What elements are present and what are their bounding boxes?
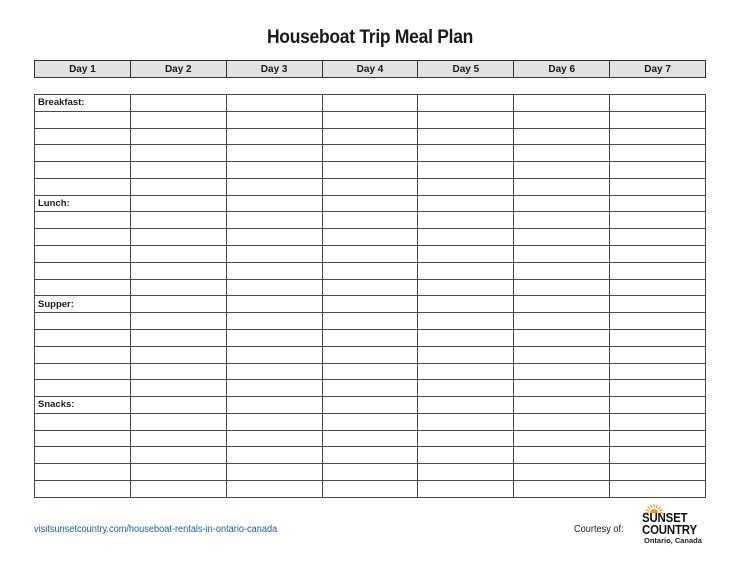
meal-cell[interactable] [418, 212, 514, 229]
meal-cell[interactable] [418, 178, 514, 195]
meal-cell[interactable] [35, 128, 131, 145]
meal-cell[interactable] [418, 480, 514, 497]
meal-cell[interactable] [514, 178, 610, 195]
meal-label-lunch: Lunch: [35, 195, 131, 212]
meal-cell[interactable] [130, 162, 226, 179]
meal-cell[interactable] [322, 296, 418, 313]
meal-cell[interactable] [226, 128, 322, 145]
meal-cell[interactable] [226, 346, 322, 363]
meal-cell[interactable] [610, 95, 706, 112]
meal-cell[interactable] [610, 430, 706, 447]
meal-cell[interactable] [418, 262, 514, 279]
meal-cell[interactable] [35, 178, 131, 195]
meal-cell[interactable] [610, 464, 706, 481]
table-row [35, 329, 706, 346]
logo-text-country: COUNTRY [642, 522, 697, 537]
sunset-country-logo [640, 500, 704, 546]
meal-cell[interactable] [418, 413, 514, 430]
meal-cell[interactable] [226, 380, 322, 397]
meal-cell[interactable] [514, 380, 610, 397]
meal-cell[interactable] [35, 413, 131, 430]
meal-cell[interactable] [322, 229, 418, 246]
meal-cell[interactable] [514, 313, 610, 330]
meal-cell[interactable] [130, 447, 226, 464]
meal-cell[interactable] [322, 95, 418, 112]
meal-cell[interactable] [226, 313, 322, 330]
meal-cell[interactable] [226, 279, 322, 296]
page-title: Houseboat Trip Meal Plan [266, 27, 474, 48]
meal-cell[interactable] [322, 128, 418, 145]
table-row [35, 430, 706, 447]
meal-cell[interactable] [226, 329, 322, 346]
day-header-row [34, 60, 706, 78]
meal-cell[interactable] [35, 464, 131, 481]
meal-cell[interactable] [130, 363, 226, 380]
courtesy-label: Courtesy of: [574, 524, 624, 535]
meal-cell[interactable] [514, 397, 610, 414]
meal-cell[interactable] [35, 480, 131, 497]
table-row [35, 413, 706, 430]
meal-cell[interactable] [610, 279, 706, 296]
meal-cell[interactable] [514, 111, 610, 128]
meal-cell[interactable] [226, 296, 322, 313]
meal-cell[interactable] [130, 279, 226, 296]
meal-cell[interactable] [35, 363, 131, 380]
day-header-6: Day 6 [514, 61, 610, 77]
meal-cell[interactable] [226, 262, 322, 279]
meal-cell[interactable] [418, 195, 514, 212]
table-row [35, 128, 706, 145]
meal-cell[interactable] [226, 464, 322, 481]
meal-cell[interactable] [322, 329, 418, 346]
table-row [35, 447, 706, 464]
meal-cell[interactable] [35, 212, 131, 229]
meal-cell[interactable] [130, 380, 226, 397]
table-row [35, 145, 706, 162]
meal-cell[interactable] [322, 145, 418, 162]
day-header-5: Day 5 [418, 61, 514, 77]
meal-cell[interactable] [514, 480, 610, 497]
meal-cell[interactable] [610, 296, 706, 313]
meal-cell[interactable] [514, 262, 610, 279]
meal-cell[interactable] [226, 111, 322, 128]
meal-cell[interactable] [35, 246, 131, 263]
meal-cell[interactable] [35, 329, 131, 346]
meal-cell[interactable] [130, 397, 226, 414]
meal-cell[interactable] [610, 380, 706, 397]
meal-cell[interactable] [35, 111, 131, 128]
meal-cell[interactable] [35, 447, 131, 464]
meal-cell[interactable] [514, 279, 610, 296]
meal-cell[interactable] [418, 464, 514, 481]
meal-cell[interactable] [130, 329, 226, 346]
meal-cell[interactable] [226, 397, 322, 414]
meal-cell[interactable] [418, 430, 514, 447]
table-row [35, 296, 706, 313]
table-row [35, 346, 706, 363]
meal-cell[interactable] [322, 346, 418, 363]
meal-cell[interactable] [130, 178, 226, 195]
meal-cell[interactable] [610, 363, 706, 380]
table-row [35, 246, 706, 263]
meal-cell[interactable] [130, 296, 226, 313]
meal-cell[interactable] [130, 480, 226, 497]
meal-cell[interactable] [514, 346, 610, 363]
meal-cell[interactable] [130, 346, 226, 363]
meal-cell[interactable] [418, 329, 514, 346]
meal-cell[interactable] [514, 447, 610, 464]
meal-cell[interactable] [610, 329, 706, 346]
meal-cell[interactable] [130, 212, 226, 229]
meal-cell[interactable] [514, 162, 610, 179]
meal-cell[interactable] [130, 128, 226, 145]
meal-cell[interactable] [418, 111, 514, 128]
meal-cell[interactable] [514, 145, 610, 162]
meal-cell[interactable] [514, 246, 610, 263]
table-row [35, 212, 706, 229]
meal-cell[interactable] [610, 111, 706, 128]
meal-cell[interactable] [610, 128, 706, 145]
meal-cell[interactable] [418, 279, 514, 296]
meal-cell[interactable] [610, 262, 706, 279]
meal-cell[interactable] [226, 447, 322, 464]
meal-cell[interactable] [35, 162, 131, 179]
meal-cell[interactable] [322, 363, 418, 380]
meal-cell[interactable] [514, 430, 610, 447]
meal-cell[interactable] [514, 95, 610, 112]
meal-label-supper: Supper: [35, 296, 131, 313]
table-row [35, 313, 706, 330]
meal-cell[interactable] [514, 128, 610, 145]
meal-label-breakfast: Breakfast: [35, 95, 131, 112]
meal-cell[interactable] [322, 195, 418, 212]
meal-cell[interactable] [322, 464, 418, 481]
meal-cell[interactable] [322, 380, 418, 397]
meal-cell[interactable] [514, 329, 610, 346]
meal-cell[interactable] [130, 464, 226, 481]
meal-cell[interactable] [610, 346, 706, 363]
meal-cell[interactable] [610, 313, 706, 330]
meal-cell[interactable] [130, 111, 226, 128]
table-row [35, 229, 706, 246]
meal-cell[interactable] [418, 380, 514, 397]
meal-cell[interactable] [226, 212, 322, 229]
meal-cell[interactable] [322, 313, 418, 330]
meal-cell[interactable] [35, 145, 131, 162]
meal-cell[interactable] [322, 430, 418, 447]
meal-label-snacks: Snacks: [35, 397, 131, 414]
meal-cell[interactable] [418, 162, 514, 179]
meal-cell[interactable] [418, 145, 514, 162]
meal-cell[interactable] [322, 480, 418, 497]
meal-cell[interactable] [514, 363, 610, 380]
meal-plan-table [34, 94, 706, 498]
meal-cell[interactable] [418, 346, 514, 363]
day-header-2: Day 2 [131, 61, 227, 77]
meal-cell[interactable] [35, 229, 131, 246]
meal-cell[interactable] [226, 246, 322, 263]
meal-cell[interactable] [610, 246, 706, 263]
meal-cell[interactable] [322, 397, 418, 414]
website-link[interactable]: visitsunsetcountry.com/houseboat-rentals-in-ontario-canada [34, 524, 278, 535]
meal-cell[interactable] [418, 229, 514, 246]
meal-cell[interactable] [35, 279, 131, 296]
meal-cell[interactable] [130, 313, 226, 330]
meal-cell[interactable] [130, 195, 226, 212]
meal-cell[interactable] [130, 95, 226, 112]
meal-cell[interactable] [322, 413, 418, 430]
meal-cell[interactable] [418, 363, 514, 380]
table-row [35, 111, 706, 128]
meal-cell[interactable] [610, 162, 706, 179]
meal-cell[interactable] [226, 480, 322, 497]
meal-cell[interactable] [130, 430, 226, 447]
meal-cell[interactable] [514, 195, 610, 212]
meal-cell[interactable] [322, 262, 418, 279]
meal-cell[interactable] [35, 313, 131, 330]
meal-cell[interactable] [226, 413, 322, 430]
meal-cell[interactable] [514, 212, 610, 229]
table-row [35, 380, 706, 397]
meal-cell[interactable] [514, 413, 610, 430]
table-row [35, 262, 706, 279]
day-header-7: Day 7 [644, 63, 671, 75]
meal-cell[interactable] [322, 246, 418, 263]
meal-cell[interactable] [226, 178, 322, 195]
meal-cell[interactable] [322, 279, 418, 296]
meal-cell[interactable] [226, 229, 322, 246]
meal-cell[interactable] [322, 178, 418, 195]
meal-cell[interactable] [322, 162, 418, 179]
meal-cell[interactable] [610, 413, 706, 430]
table-row [35, 195, 706, 212]
meal-cell[interactable] [226, 95, 322, 112]
meal-cell[interactable] [610, 178, 706, 195]
meal-cell[interactable] [130, 229, 226, 246]
table-row [35, 95, 706, 112]
meal-cell[interactable] [610, 212, 706, 229]
meal-cell[interactable] [514, 296, 610, 313]
meal-cell[interactable] [514, 464, 610, 481]
meal-cell[interactable] [418, 447, 514, 464]
meal-cell[interactable] [226, 195, 322, 212]
meal-cell[interactable] [226, 162, 322, 179]
meal-cell[interactable] [130, 262, 226, 279]
meal-cell[interactable] [418, 246, 514, 263]
day-header-1: Day 1 [35, 61, 131, 77]
logo-text-sunset: SUNSET [642, 510, 688, 525]
table-row [35, 162, 706, 179]
meal-cell[interactable] [226, 363, 322, 380]
meal-cell[interactable] [418, 128, 514, 145]
table-row [35, 464, 706, 481]
meal-cell[interactable] [610, 195, 706, 212]
logo-subtitle: Ontario, Canada [644, 536, 702, 545]
meal-cell[interactable] [322, 111, 418, 128]
meal-cell[interactable] [130, 246, 226, 263]
table-row [35, 397, 706, 414]
day-header-4: Day 4 [323, 61, 419, 77]
meal-cell[interactable] [610, 480, 706, 497]
meal-cell[interactable] [130, 413, 226, 430]
meal-cell[interactable] [322, 212, 418, 229]
meal-cell[interactable] [610, 397, 706, 414]
meal-cell[interactable] [418, 397, 514, 414]
meal-cell[interactable] [418, 313, 514, 330]
meal-cell[interactable] [130, 145, 226, 162]
meal-cell[interactable] [35, 346, 131, 363]
meal-cell[interactable] [610, 145, 706, 162]
meal-cell[interactable] [226, 145, 322, 162]
table-row [35, 480, 706, 497]
table-row [35, 363, 706, 380]
meal-cell[interactable] [35, 262, 131, 279]
table-row [35, 178, 706, 195]
meal-cell[interactable] [226, 430, 322, 447]
table-row [35, 279, 706, 296]
meal-cell[interactable] [418, 95, 514, 112]
meal-cell[interactable] [610, 447, 706, 464]
meal-cell[interactable] [35, 430, 131, 447]
meal-cell[interactable] [35, 380, 131, 397]
day-header-3: Day 3 [227, 61, 323, 77]
meal-cell[interactable] [322, 447, 418, 464]
meal-cell[interactable] [514, 229, 610, 246]
meal-cell[interactable] [418, 296, 514, 313]
meal-cell[interactable] [610, 229, 706, 246]
